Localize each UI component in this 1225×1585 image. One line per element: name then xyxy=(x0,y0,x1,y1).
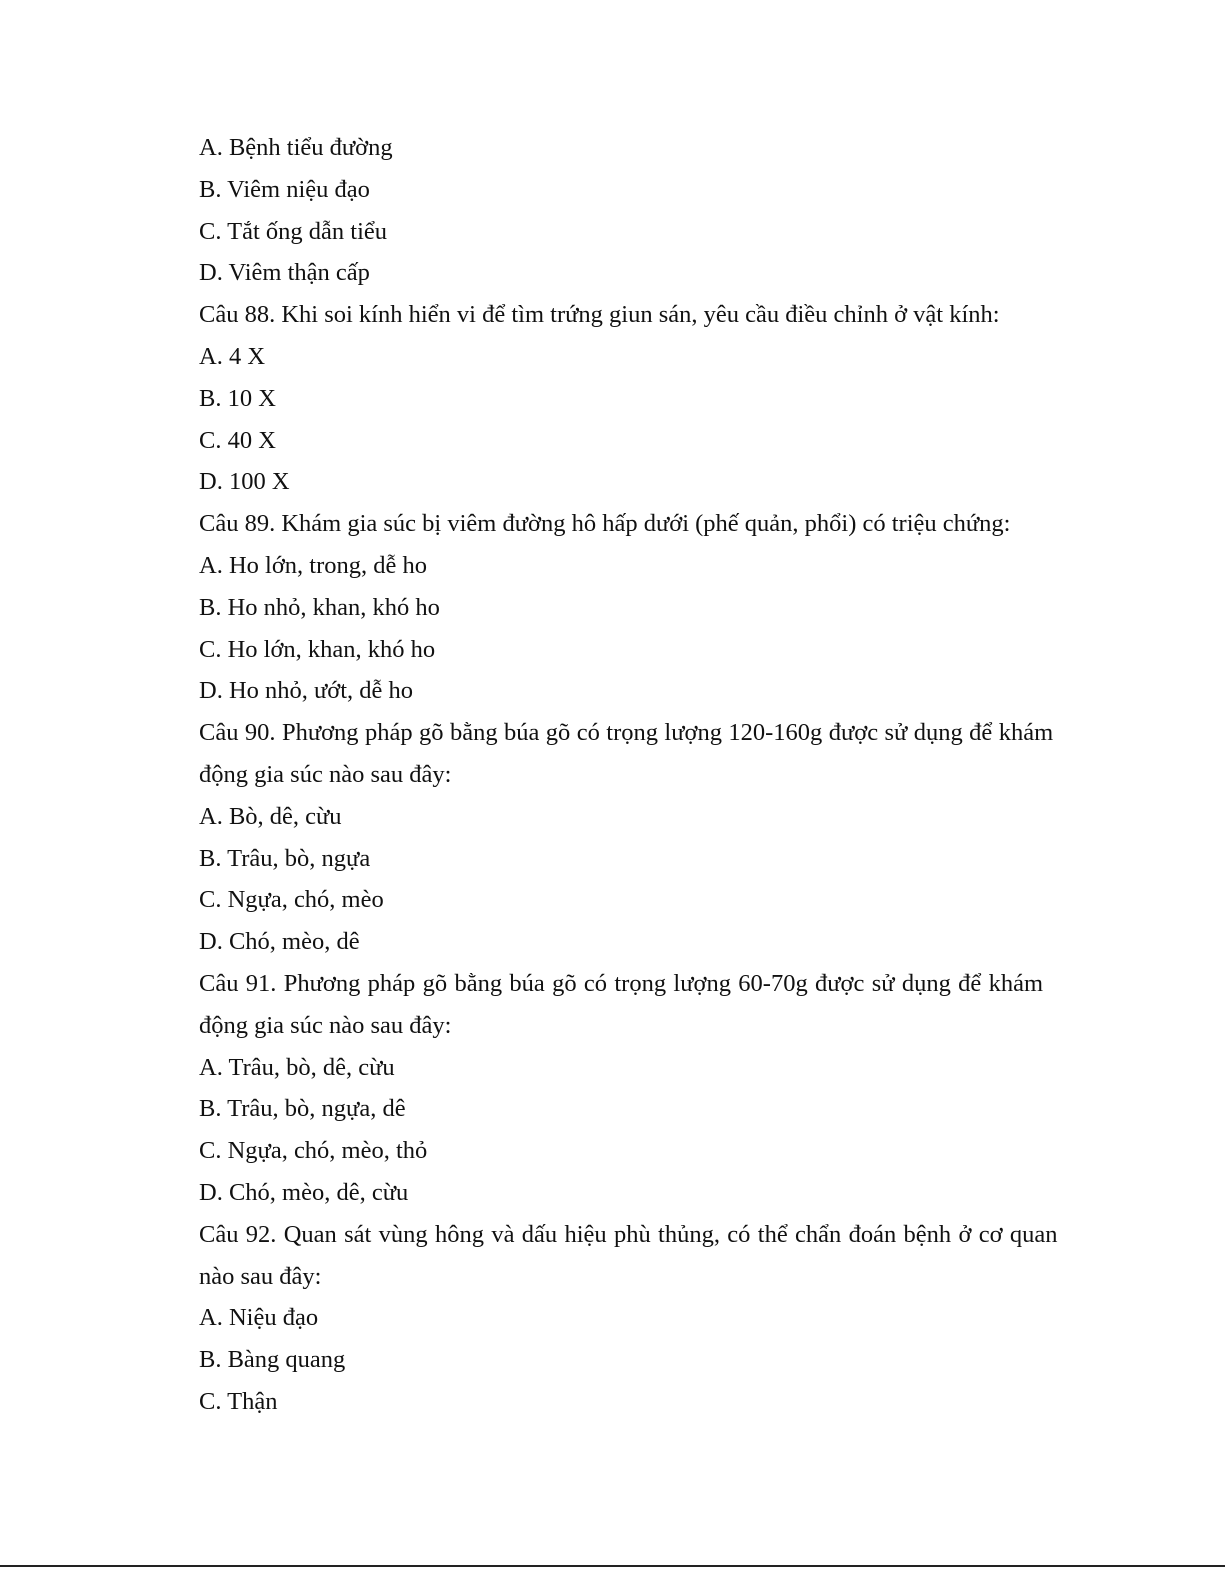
answer-option: A. Bệnh tiểu đường xyxy=(199,134,393,161)
question-88: Câu 88. Khi soi kính hiển vi để tìm trứng giun sán, yêu cầu điều chỉnh ở vật kính: xyxy=(199,301,1000,329)
answer-option: D. Viêm thận cấp xyxy=(199,259,370,287)
document-body xyxy=(199,127,1058,1423)
answer-option: B. Bàng quang xyxy=(199,1346,346,1374)
answer-option: B. Trâu, bò, ngựa, dê xyxy=(199,1095,406,1123)
answer-option: D. Chó, mèo, dê xyxy=(199,928,360,956)
question-91: Câu 91. Phương pháp gõ bằng búa gõ có trọng lượng 60-70g được sử dụng để khám xyxy=(199,969,1044,997)
answer-option: A. Bò, dê, cừu xyxy=(199,802,342,830)
answer-option: A. Niệu đạo xyxy=(199,1304,319,1332)
answer-option: D. 100 X xyxy=(199,468,290,496)
question-90-continuation: động gia súc nào sau đây: xyxy=(199,760,452,788)
answer-option: D. Chó, mèo, dê, cừu xyxy=(199,1178,409,1206)
answer-option: C. Ho lớn, khan, khó ho xyxy=(199,635,436,663)
answer-option: B. Ho nhỏ, khan, khó ho xyxy=(199,593,440,621)
answer-option: B. 10 X xyxy=(199,384,276,412)
answer-option: C. Thận xyxy=(199,1387,278,1415)
answer-option: D. Ho nhỏ, ướt, dễ ho xyxy=(199,677,414,705)
answer-option: B. Viêm niệu đạo xyxy=(199,175,370,203)
answer-option: C. 40 X xyxy=(199,426,276,454)
answer-option: A. Ho lớn, trong, dễ ho xyxy=(199,551,427,579)
question-92: Câu 92. Quan sát vùng hông và dấu hiệu phù thủng, có thể chẩn đoán bệnh ở cơ quan xyxy=(199,1220,1058,1248)
answer-option: B. Trâu, bò, ngựa xyxy=(199,844,371,872)
question-89: Câu 89. Khám gia súc bị viêm đường hô hấp dưới (phế quản, phổi) có triệu chứng: xyxy=(199,510,1011,538)
question-90: Câu 90. Phương pháp gõ bằng búa gõ có trọng lượng 120-160g được sử dụng để khám xyxy=(199,719,1054,747)
answer-option: A. Trâu, bò, dê, cừu xyxy=(199,1053,395,1081)
question-91-continuation: động gia súc nào sau đây: xyxy=(199,1011,452,1039)
question-92-continuation: nào sau đây: xyxy=(199,1262,322,1290)
page-bottom-divider xyxy=(0,1565,1225,1567)
answer-option: C. Ngựa, chó, mèo xyxy=(199,886,384,914)
answer-option: C. Tắt ống dẫn tiểu xyxy=(199,217,388,245)
answer-option: A. 4 X xyxy=(199,342,266,370)
answer-option: C. Ngựa, chó, mèo, thỏ xyxy=(199,1137,428,1165)
